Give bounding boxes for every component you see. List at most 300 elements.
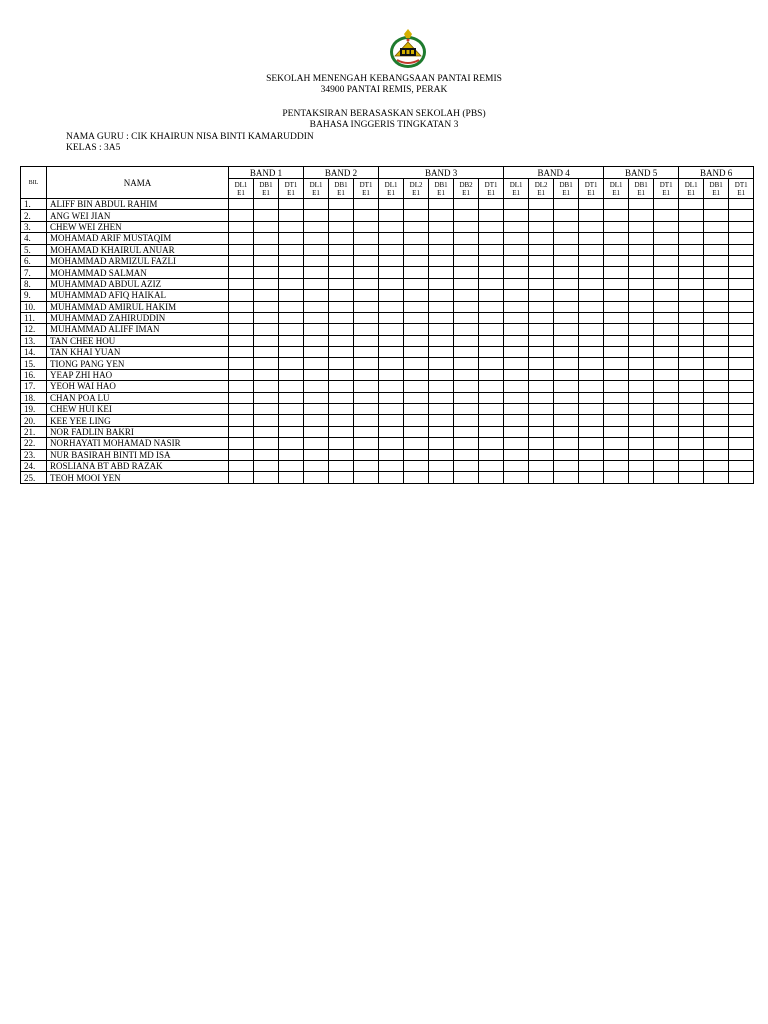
score-cell[interactable]	[729, 255, 754, 266]
score-cell[interactable]	[579, 347, 604, 358]
score-cell[interactable]	[304, 233, 329, 244]
score-cell[interactable]	[579, 244, 604, 255]
score-cell[interactable]	[604, 392, 629, 403]
score-cell[interactable]	[629, 233, 654, 244]
score-cell[interactable]	[729, 347, 754, 358]
score-cell[interactable]	[479, 358, 504, 369]
score-cell[interactable]	[354, 255, 379, 266]
score-cell[interactable]	[654, 460, 679, 471]
score-cell[interactable]	[504, 233, 529, 244]
score-cell[interactable]	[704, 221, 729, 232]
score-cell[interactable]	[604, 404, 629, 415]
score-cell[interactable]	[304, 221, 329, 232]
score-cell[interactable]	[229, 404, 254, 415]
score-cell[interactable]	[554, 290, 579, 301]
score-cell[interactable]	[304, 324, 329, 335]
score-cell[interactable]	[629, 324, 654, 335]
score-cell[interactable]	[379, 290, 404, 301]
score-cell[interactable]	[504, 278, 529, 289]
score-cell[interactable]	[604, 233, 629, 244]
score-cell[interactable]	[679, 369, 704, 380]
score-cell[interactable]	[379, 324, 404, 335]
score-cell[interactable]	[554, 449, 579, 460]
score-cell[interactable]	[454, 404, 479, 415]
score-cell[interactable]	[329, 415, 354, 426]
score-cell[interactable]	[229, 199, 254, 210]
score-cell[interactable]	[579, 472, 604, 483]
score-cell[interactable]	[229, 290, 254, 301]
score-cell[interactable]	[429, 335, 454, 346]
score-cell[interactable]	[629, 199, 654, 210]
score-cell[interactable]	[429, 312, 454, 323]
score-cell[interactable]	[229, 244, 254, 255]
score-cell[interactable]	[579, 210, 604, 221]
score-cell[interactable]	[579, 335, 604, 346]
score-cell[interactable]	[354, 210, 379, 221]
score-cell[interactable]	[654, 312, 679, 323]
score-cell[interactable]	[579, 460, 604, 471]
score-cell[interactable]	[404, 347, 429, 358]
score-cell[interactable]	[304, 255, 329, 266]
score-cell[interactable]	[254, 255, 279, 266]
score-cell[interactable]	[529, 438, 554, 449]
score-cell[interactable]	[654, 244, 679, 255]
score-cell[interactable]	[579, 267, 604, 278]
score-cell[interactable]	[304, 381, 329, 392]
score-cell[interactable]	[704, 426, 729, 437]
score-cell[interactable]	[329, 324, 354, 335]
score-cell[interactable]	[554, 199, 579, 210]
score-cell[interactable]	[379, 460, 404, 471]
score-cell[interactable]	[704, 233, 729, 244]
score-cell[interactable]	[354, 278, 379, 289]
score-cell[interactable]	[229, 278, 254, 289]
score-cell[interactable]	[679, 460, 704, 471]
score-cell[interactable]	[654, 335, 679, 346]
score-cell[interactable]	[579, 404, 604, 415]
score-cell[interactable]	[229, 267, 254, 278]
score-cell[interactable]	[454, 312, 479, 323]
score-cell[interactable]	[654, 369, 679, 380]
score-cell[interactable]	[579, 301, 604, 312]
score-cell[interactable]	[229, 415, 254, 426]
score-cell[interactable]	[429, 199, 454, 210]
score-cell[interactable]	[229, 381, 254, 392]
score-cell[interactable]	[729, 233, 754, 244]
score-cell[interactable]	[354, 244, 379, 255]
score-cell[interactable]	[279, 312, 304, 323]
score-cell[interactable]	[579, 290, 604, 301]
score-cell[interactable]	[329, 449, 354, 460]
score-cell[interactable]	[704, 449, 729, 460]
score-cell[interactable]	[304, 199, 329, 210]
score-cell[interactable]	[404, 324, 429, 335]
score-cell[interactable]	[504, 426, 529, 437]
score-cell[interactable]	[229, 347, 254, 358]
score-cell[interactable]	[729, 221, 754, 232]
score-cell[interactable]	[504, 312, 529, 323]
score-cell[interactable]	[454, 290, 479, 301]
score-cell[interactable]	[729, 392, 754, 403]
score-cell[interactable]	[279, 415, 304, 426]
score-cell[interactable]	[604, 324, 629, 335]
score-cell[interactable]	[379, 312, 404, 323]
score-cell[interactable]	[229, 312, 254, 323]
score-cell[interactable]	[454, 381, 479, 392]
score-cell[interactable]	[479, 301, 504, 312]
score-cell[interactable]	[454, 369, 479, 380]
score-cell[interactable]	[529, 449, 554, 460]
score-cell[interactable]	[579, 233, 604, 244]
score-cell[interactable]	[679, 426, 704, 437]
score-cell[interactable]	[529, 199, 554, 210]
score-cell[interactable]	[504, 210, 529, 221]
score-cell[interactable]	[354, 415, 379, 426]
score-cell[interactable]	[604, 347, 629, 358]
score-cell[interactable]	[704, 324, 729, 335]
score-cell[interactable]	[479, 278, 504, 289]
score-cell[interactable]	[654, 233, 679, 244]
score-cell[interactable]	[454, 278, 479, 289]
score-cell[interactable]	[479, 255, 504, 266]
score-cell[interactable]	[329, 404, 354, 415]
score-cell[interactable]	[479, 210, 504, 221]
score-cell[interactable]	[329, 221, 354, 232]
score-cell[interactable]	[679, 233, 704, 244]
score-cell[interactable]	[629, 369, 654, 380]
score-cell[interactable]	[604, 301, 629, 312]
score-cell[interactable]	[304, 244, 329, 255]
score-cell[interactable]	[404, 278, 429, 289]
score-cell[interactable]	[454, 358, 479, 369]
score-cell[interactable]	[454, 426, 479, 437]
score-cell[interactable]	[354, 290, 379, 301]
score-cell[interactable]	[329, 472, 354, 483]
score-cell[interactable]	[329, 278, 354, 289]
score-cell[interactable]	[354, 369, 379, 380]
score-cell[interactable]	[254, 392, 279, 403]
score-cell[interactable]	[229, 255, 254, 266]
score-cell[interactable]	[479, 472, 504, 483]
score-cell[interactable]	[729, 267, 754, 278]
score-cell[interactable]	[654, 404, 679, 415]
score-cell[interactable]	[479, 244, 504, 255]
score-cell[interactable]	[604, 369, 629, 380]
score-cell[interactable]	[604, 358, 629, 369]
score-cell[interactable]	[579, 369, 604, 380]
score-cell[interactable]	[504, 404, 529, 415]
score-cell[interactable]	[529, 335, 554, 346]
score-cell[interactable]	[679, 324, 704, 335]
score-cell[interactable]	[604, 460, 629, 471]
score-cell[interactable]	[329, 255, 354, 266]
score-cell[interactable]	[729, 312, 754, 323]
score-cell[interactable]	[529, 301, 554, 312]
score-cell[interactable]	[554, 404, 579, 415]
score-cell[interactable]	[454, 335, 479, 346]
score-cell[interactable]	[604, 426, 629, 437]
score-cell[interactable]	[454, 347, 479, 358]
score-cell[interactable]	[454, 199, 479, 210]
score-cell[interactable]	[529, 381, 554, 392]
score-cell[interactable]	[529, 369, 554, 380]
score-cell[interactable]	[379, 210, 404, 221]
score-cell[interactable]	[654, 290, 679, 301]
score-cell[interactable]	[629, 278, 654, 289]
score-cell[interactable]	[629, 301, 654, 312]
score-cell[interactable]	[679, 392, 704, 403]
score-cell[interactable]	[529, 460, 554, 471]
score-cell[interactable]	[504, 301, 529, 312]
score-cell[interactable]	[654, 199, 679, 210]
score-cell[interactable]	[279, 404, 304, 415]
score-cell[interactable]	[554, 415, 579, 426]
score-cell[interactable]	[704, 312, 729, 323]
score-cell[interactable]	[404, 267, 429, 278]
score-cell[interactable]	[529, 347, 554, 358]
score-cell[interactable]	[729, 415, 754, 426]
score-cell[interactable]	[629, 221, 654, 232]
score-cell[interactable]	[254, 347, 279, 358]
score-cell[interactable]	[404, 244, 429, 255]
score-cell[interactable]	[254, 278, 279, 289]
score-cell[interactable]	[654, 358, 679, 369]
score-cell[interactable]	[429, 267, 454, 278]
score-cell[interactable]	[329, 267, 354, 278]
score-cell[interactable]	[504, 255, 529, 266]
score-cell[interactable]	[229, 438, 254, 449]
score-cell[interactable]	[454, 267, 479, 278]
score-cell[interactable]	[704, 244, 729, 255]
score-cell[interactable]	[629, 244, 654, 255]
score-cell[interactable]	[679, 449, 704, 460]
score-cell[interactable]	[529, 267, 554, 278]
score-cell[interactable]	[304, 358, 329, 369]
score-cell[interactable]	[604, 312, 629, 323]
score-cell[interactable]	[329, 369, 354, 380]
score-cell[interactable]	[379, 415, 404, 426]
score-cell[interactable]	[729, 210, 754, 221]
score-cell[interactable]	[504, 472, 529, 483]
score-cell[interactable]	[554, 210, 579, 221]
score-cell[interactable]	[554, 392, 579, 403]
score-cell[interactable]	[279, 290, 304, 301]
score-cell[interactable]	[604, 244, 629, 255]
score-cell[interactable]	[379, 221, 404, 232]
score-cell[interactable]	[429, 358, 454, 369]
score-cell[interactable]	[729, 426, 754, 437]
score-cell[interactable]	[304, 301, 329, 312]
score-cell[interactable]	[279, 255, 304, 266]
score-cell[interactable]	[529, 426, 554, 437]
score-cell[interactable]	[704, 278, 729, 289]
score-cell[interactable]	[229, 426, 254, 437]
score-cell[interactable]	[279, 324, 304, 335]
score-cell[interactable]	[279, 210, 304, 221]
score-cell[interactable]	[429, 472, 454, 483]
score-cell[interactable]	[354, 358, 379, 369]
score-cell[interactable]	[704, 290, 729, 301]
score-cell[interactable]	[679, 347, 704, 358]
score-cell[interactable]	[429, 392, 454, 403]
score-cell[interactable]	[629, 438, 654, 449]
score-cell[interactable]	[279, 301, 304, 312]
score-cell[interactable]	[304, 438, 329, 449]
score-cell[interactable]	[479, 426, 504, 437]
score-cell[interactable]	[454, 244, 479, 255]
score-cell[interactable]	[254, 324, 279, 335]
score-cell[interactable]	[579, 438, 604, 449]
score-cell[interactable]	[729, 199, 754, 210]
score-cell[interactable]	[229, 472, 254, 483]
score-cell[interactable]	[579, 199, 604, 210]
score-cell[interactable]	[679, 221, 704, 232]
score-cell[interactable]	[554, 426, 579, 437]
score-cell[interactable]	[429, 210, 454, 221]
score-cell[interactable]	[629, 312, 654, 323]
score-cell[interactable]	[304, 290, 329, 301]
score-cell[interactable]	[529, 392, 554, 403]
score-cell[interactable]	[354, 312, 379, 323]
score-cell[interactable]	[429, 347, 454, 358]
score-cell[interactable]	[729, 324, 754, 335]
score-cell[interactable]	[429, 438, 454, 449]
score-cell[interactable]	[329, 233, 354, 244]
score-cell[interactable]	[704, 210, 729, 221]
score-cell[interactable]	[229, 233, 254, 244]
score-cell[interactable]	[404, 335, 429, 346]
score-cell[interactable]	[704, 369, 729, 380]
score-cell[interactable]	[554, 278, 579, 289]
score-cell[interactable]	[254, 290, 279, 301]
score-cell[interactable]	[404, 404, 429, 415]
score-cell[interactable]	[579, 415, 604, 426]
score-cell[interactable]	[554, 255, 579, 266]
score-cell[interactable]	[579, 278, 604, 289]
score-cell[interactable]	[579, 358, 604, 369]
score-cell[interactable]	[629, 392, 654, 403]
score-cell[interactable]	[479, 381, 504, 392]
score-cell[interactable]	[504, 267, 529, 278]
score-cell[interactable]	[304, 460, 329, 471]
score-cell[interactable]	[229, 460, 254, 471]
score-cell[interactable]	[354, 199, 379, 210]
score-cell[interactable]	[404, 415, 429, 426]
score-cell[interactable]	[279, 335, 304, 346]
score-cell[interactable]	[629, 426, 654, 437]
score-cell[interactable]	[354, 301, 379, 312]
score-cell[interactable]	[354, 324, 379, 335]
score-cell[interactable]	[229, 221, 254, 232]
score-cell[interactable]	[254, 449, 279, 460]
score-cell[interactable]	[504, 449, 529, 460]
score-cell[interactable]	[354, 472, 379, 483]
score-cell[interactable]	[404, 301, 429, 312]
score-cell[interactable]	[604, 438, 629, 449]
score-cell[interactable]	[604, 255, 629, 266]
score-cell[interactable]	[504, 335, 529, 346]
score-cell[interactable]	[229, 301, 254, 312]
score-cell[interactable]	[729, 301, 754, 312]
score-cell[interactable]	[379, 404, 404, 415]
score-cell[interactable]	[554, 233, 579, 244]
score-cell[interactable]	[554, 438, 579, 449]
score-cell[interactable]	[404, 255, 429, 266]
score-cell[interactable]	[504, 221, 529, 232]
score-cell[interactable]	[354, 404, 379, 415]
score-cell[interactable]	[304, 347, 329, 358]
score-cell[interactable]	[679, 335, 704, 346]
score-cell[interactable]	[504, 347, 529, 358]
score-cell[interactable]	[304, 404, 329, 415]
score-cell[interactable]	[279, 244, 304, 255]
score-cell[interactable]	[604, 210, 629, 221]
score-cell[interactable]	[254, 301, 279, 312]
score-cell[interactable]	[404, 460, 429, 471]
score-cell[interactable]	[729, 381, 754, 392]
score-cell[interactable]	[404, 290, 429, 301]
score-cell[interactable]	[354, 381, 379, 392]
score-cell[interactable]	[379, 358, 404, 369]
score-cell[interactable]	[629, 415, 654, 426]
score-cell[interactable]	[279, 233, 304, 244]
score-cell[interactable]	[279, 369, 304, 380]
score-cell[interactable]	[404, 381, 429, 392]
score-cell[interactable]	[329, 460, 354, 471]
score-cell[interactable]	[329, 301, 354, 312]
score-cell[interactable]	[254, 472, 279, 483]
score-cell[interactable]	[329, 312, 354, 323]
score-cell[interactable]	[504, 244, 529, 255]
score-cell[interactable]	[229, 335, 254, 346]
score-cell[interactable]	[604, 449, 629, 460]
score-cell[interactable]	[229, 449, 254, 460]
score-cell[interactable]	[254, 221, 279, 232]
score-cell[interactable]	[629, 210, 654, 221]
score-cell[interactable]	[229, 324, 254, 335]
score-cell[interactable]	[479, 392, 504, 403]
score-cell[interactable]	[504, 381, 529, 392]
score-cell[interactable]	[554, 312, 579, 323]
score-cell[interactable]	[304, 415, 329, 426]
score-cell[interactable]	[604, 290, 629, 301]
score-cell[interactable]	[579, 392, 604, 403]
score-cell[interactable]	[354, 347, 379, 358]
score-cell[interactable]	[304, 278, 329, 289]
score-cell[interactable]	[704, 301, 729, 312]
score-cell[interactable]	[729, 449, 754, 460]
score-cell[interactable]	[479, 290, 504, 301]
score-cell[interactable]	[329, 290, 354, 301]
score-cell[interactable]	[729, 438, 754, 449]
score-cell[interactable]	[379, 347, 404, 358]
score-cell[interactable]	[379, 392, 404, 403]
score-cell[interactable]	[479, 415, 504, 426]
score-cell[interactable]	[404, 199, 429, 210]
score-cell[interactable]	[379, 255, 404, 266]
score-cell[interactable]	[354, 460, 379, 471]
score-cell[interactable]	[354, 233, 379, 244]
score-cell[interactable]	[654, 301, 679, 312]
score-cell[interactable]	[329, 347, 354, 358]
score-cell[interactable]	[254, 312, 279, 323]
score-cell[interactable]	[454, 449, 479, 460]
score-cell[interactable]	[254, 335, 279, 346]
score-cell[interactable]	[404, 472, 429, 483]
score-cell[interactable]	[729, 244, 754, 255]
score-cell[interactable]	[379, 335, 404, 346]
score-cell[interactable]	[379, 301, 404, 312]
